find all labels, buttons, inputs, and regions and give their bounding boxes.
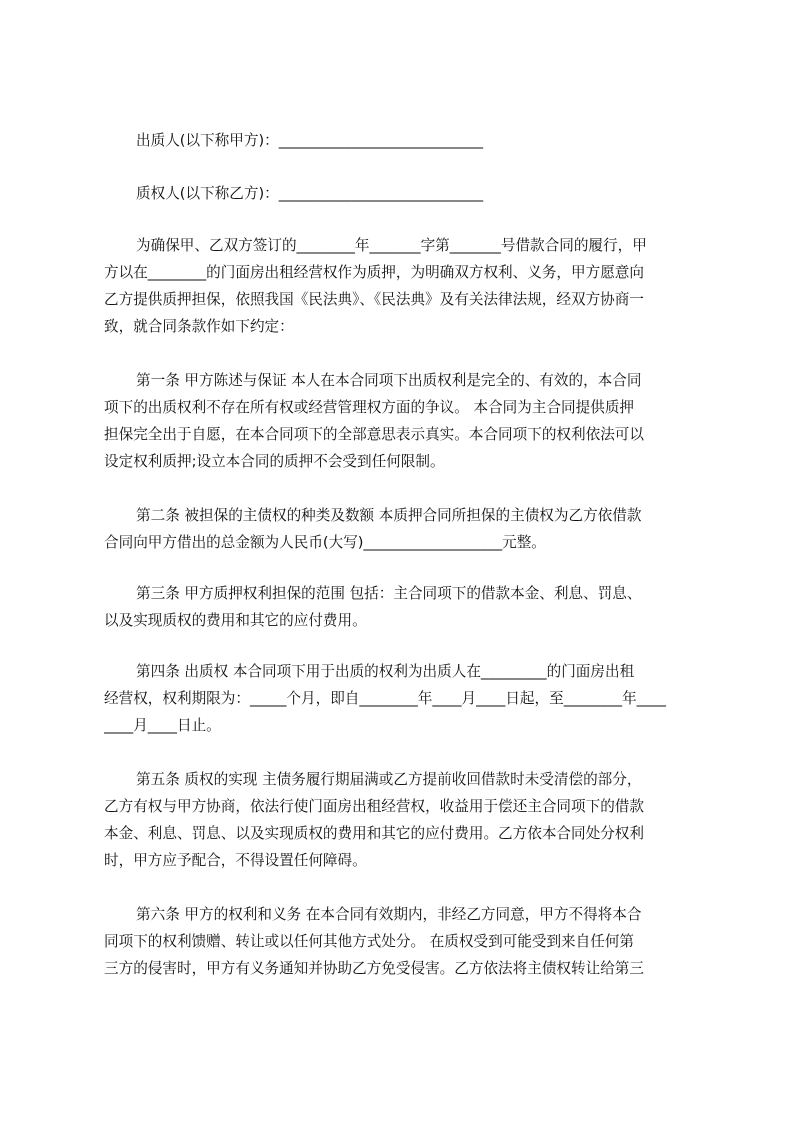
article-6-line: 同项下的权利馈赠、转让或以任何其他方式处分。 在质权受到可能受到来自任何第 <box>104 933 635 950</box>
article-5-line: 第五条 质权的实现 主债务履行期届满或乙方提前收回借款时未受清偿的部分， <box>136 771 642 788</box>
article-1-line: 项下的出质权利不存在所有权或经营管理权方面的争议。 本合同为主合同提供质押 <box>104 399 635 416</box>
article-5-line: 乙方有权与甲方协商，依法行使门面房出租经营权，收益用于偿还主合同项下的借款 <box>104 798 644 815</box>
article-6-line: 第六条 甲方的权利和义务 在本合同有效期内，非经乙方同意，甲方不得将本合 <box>136 906 642 923</box>
article-3-line: 第三条 甲方质押权利担保的范围 包括：主合同项下的借款本金、利息、罚息、 <box>136 585 642 602</box>
article-5-line: 时，甲方应予配合，不得设置任何障碍。 <box>104 852 367 869</box>
article-1-line: 设定权利质押;设立本合同的质押不会受到任何限制。 <box>104 453 445 470</box>
article-3-line: 以及实现质权的费用和其它的应付费用。 <box>104 612 367 629</box>
article-2-line: 合同向甲方借出的总金额为人民币(大写)___________________元整。 <box>104 534 546 551</box>
article-1-line: 担保完全出于自愿，在本合同项下的全部意思表示真实。本合同项下的权利依法可以 <box>104 426 644 443</box>
article-2-line: 第二条 被担保的主债权的种类及数额 本质押合同所担保的主债权为乙方依借款 <box>136 507 642 524</box>
article-4-line: 第四条 出质权 本合同项下用于出质的权利为出质人在_________的门面房出租 <box>136 663 635 680</box>
pledgee-line: 质权人(以下称乙方)：____________________________ <box>136 185 484 202</box>
intro-line: 乙方提供质押担保，依照我国《民法典》、《民法典》及有关法律法规，经双方协商一 <box>104 291 644 308</box>
intro-line: 致，就合同条款作如下约定： <box>104 318 294 335</box>
pledgor-line: 出质人(以下称甲方)：____________________________ <box>136 132 484 149</box>
article-5-line: 本金、利息、罚息、以及实现质权的费用和其它的应付费用。乙方依本合同处分权利 <box>104 825 644 842</box>
article-1-line: 第一条 甲方陈述与保证 本人在本合同项下出质权利是完全的、有效的，本合同 <box>136 372 642 389</box>
intro-line: 为确保甲、乙双方签订的________年_______字第_______号借款合同的履行，甲 <box>136 237 647 254</box>
article-4-line: ____月____日止。 <box>104 717 221 734</box>
intro-line: 方以在________的门面房出租经营权作为质押，为明确双方权利、义务，甲方愿意向 <box>104 264 644 281</box>
article-4-line: 经营权，权利期限为：_____个月，即自________年____月____日起，至________年____ <box>104 690 666 707</box>
article-6-line: 三方的侵害时，甲方有义务通知并协助乙方免受侵害。乙方依法将主债权转让给第三 <box>104 960 644 977</box>
